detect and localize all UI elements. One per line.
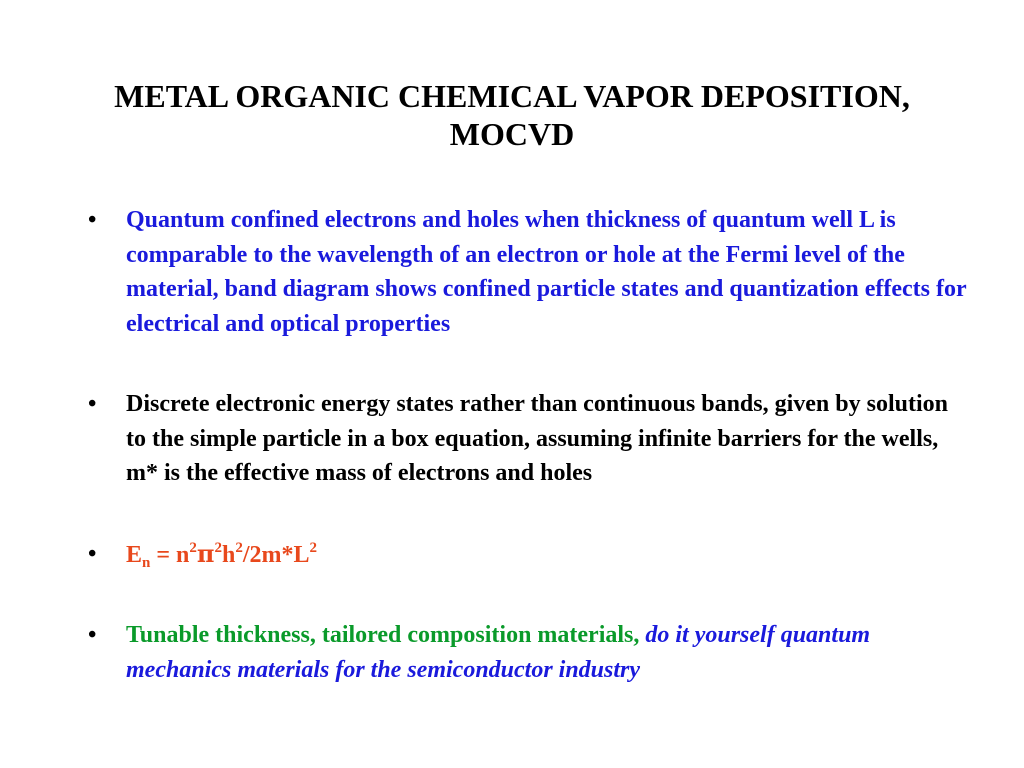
eq-sup-4: 2 [309, 539, 317, 556]
bullet-dot-icon: • [88, 540, 97, 567]
energy-equation [126, 538, 317, 571]
bullet-dot-icon: • [88, 391, 97, 417]
bullet-text: Discrete electronic energy states rather than continuous bands, given by solution to the simple particle in a box equation, assuming infinite barriers for the wells, m* is the effective mass of electrons and holes [126, 391, 948, 486]
eq-e: E [126, 541, 143, 568]
eq-sup-1: 2 [189, 539, 197, 556]
eq-pi-symbol: π [196, 538, 215, 568]
slide-title-line1: METAL ORGANIC CHEMICAL VAPOR DEPOSITION, [114, 78, 910, 114]
eq-equals-n: = n [150, 541, 190, 568]
bullet-discrete-states [88, 387, 968, 491]
slide-title [60, 77, 964, 153]
bullet-tunable-thickness [88, 618, 968, 687]
bullet-dot-icon: • [88, 207, 97, 233]
eq-h: h [221, 541, 236, 568]
bullet-text: Quantum confined electrons and holes when thickness of quantum well L is comparable to the wavelength of an electron or hole at the Fermi level of the material, band diagram shows confined particle states and quantization effects for electrical and optical properties [126, 207, 967, 337]
eq-sup-3: 2 [235, 539, 243, 556]
bullet-quantum-confined [88, 203, 968, 341]
eq-rest: /2m*L [242, 541, 310, 568]
eq-sup-2: 2 [214, 539, 222, 556]
slide-title-line2: MOCVD [449, 116, 575, 152]
bullet-text-blue-italic: do it yourself quantum mechanics materials for the semiconductor industry [126, 622, 871, 683]
bullet-list [88, 203, 968, 687]
bullet-dot-icon: • [88, 622, 97, 648]
bullet-energy-equation [88, 537, 968, 573]
eq-n-subscript: n [142, 554, 151, 571]
bullet-text-green: Tunable thickness, tailored composition materials, [126, 622, 646, 648]
